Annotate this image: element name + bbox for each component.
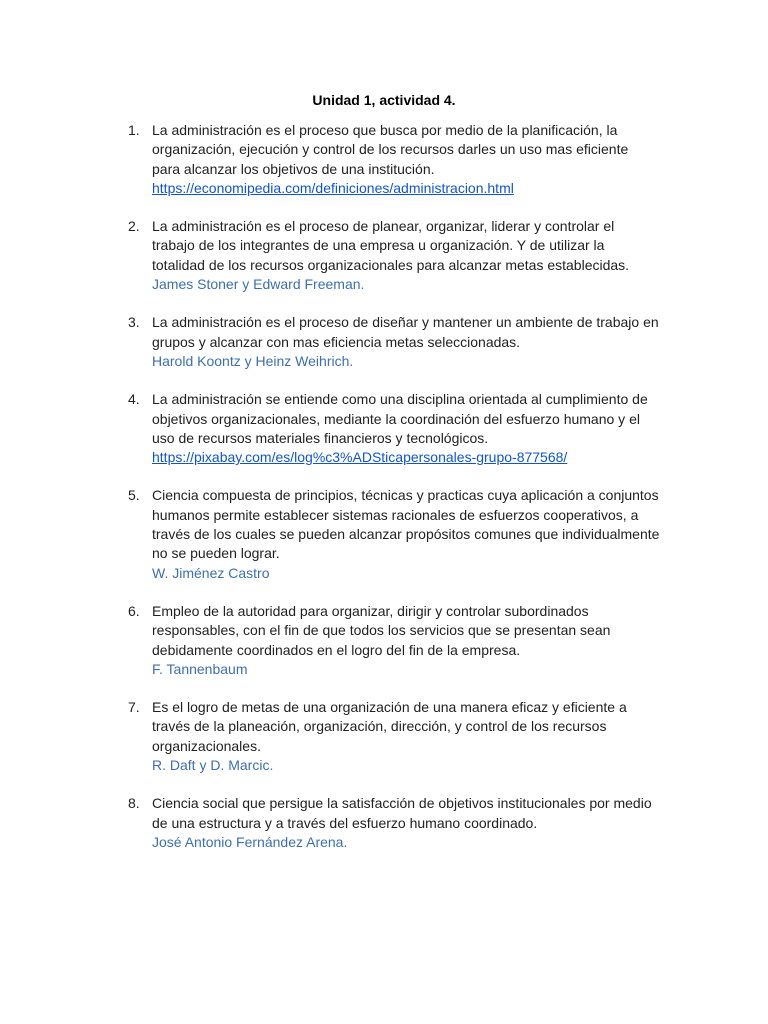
item-number: 7. <box>128 699 140 716</box>
definitions-list <box>120 121 660 871</box>
reference-link[interactable]: https://economipedia.com/definiciones/administracion.html <box>152 179 514 196</box>
item-number: 2. <box>128 218 140 235</box>
list-item <box>120 217 660 294</box>
list-item <box>120 486 660 582</box>
item-source: R. Daft y D. Marcic. <box>152 757 274 774</box>
item-text: Es el logro de metas de una organización de una manera eficaz y eficiente a través de la planeación, organización, dirección, y control de los recursos organizacionales. <box>152 699 627 754</box>
item-source: José Antonio Fernández Arena. <box>152 833 348 850</box>
item-source: W. Jiménez Castro <box>152 564 270 581</box>
item-text: Empleo de la autoridad para organizar, dirigir y controlar subordinados responsables, con el fin de que todos los servicios que se presentan sean debidamente coordinados en el logro del fin de la empresa. <box>152 602 611 658</box>
item-source: James Stoner y Edward Freeman. <box>152 276 365 293</box>
item-text: La administración es el proceso que busca por medio de la planificación, la organización, ejecución y control de los recursos darles un uso mas eficiente para alcanzar los objetivos de una institución. <box>152 122 629 177</box>
page-title: Unidad 1, actividad 4. <box>312 92 456 108</box>
item-number: 4. <box>128 391 140 408</box>
list-item <box>120 602 660 679</box>
item-text: Ciencia social que persigue la satisfacción de objetivos institucionales por medio de una estructura y a través del esfuerzo humano coordinado. <box>152 795 652 831</box>
item-number: 1. <box>128 122 140 138</box>
item-number: 3. <box>128 314 140 331</box>
list-item <box>120 313 660 371</box>
item-number: 6. <box>128 602 140 619</box>
list-item <box>120 390 660 467</box>
reference-link[interactable]: https://pixabay.com/es/log%c3%ADSticapersonales-grupo-877568/ <box>152 449 568 466</box>
item-text: La administración es el proceso de diseñar y mantener un ambiente de trabajo en grupos y alcanzar con mas eficiencia metas seleccionadas. <box>152 314 659 350</box>
item-number: 5. <box>128 487 140 504</box>
item-text: La administración se entiende como una disciplina orientada al cumplimiento de objetivos organizacionales, mediante la coordinación del esfuerzo humano y el uso de recursos materiales financieros y tecnológicos. <box>152 391 648 446</box>
list-item <box>120 698 660 775</box>
item-text: La administración es el proceso de planear, organizar, liderar y controlar el trabajo de los integrantes de una empresa u organización. Y de utilizar la totalidad de los recursos organizacionales para alcanzar metas establecidas. <box>152 218 630 273</box>
item-source: Harold Koontz y Heinz Weihrich. <box>152 352 354 369</box>
item-text: Ciencia compuesta de principios, técnicas y practicas cuya aplicación a conjuntos humanos permite establecer sistemas racionales de esfuerzos cooperativos, a través de los cuales se pueden alcanzar propósitos comunes que individualmente no se pueden lograr. <box>152 487 660 562</box>
item-source: F. Tannenbaum <box>152 660 248 677</box>
item-number: 8. <box>128 795 140 812</box>
list-item <box>120 794 660 852</box>
list-item <box>120 121 660 198</box>
